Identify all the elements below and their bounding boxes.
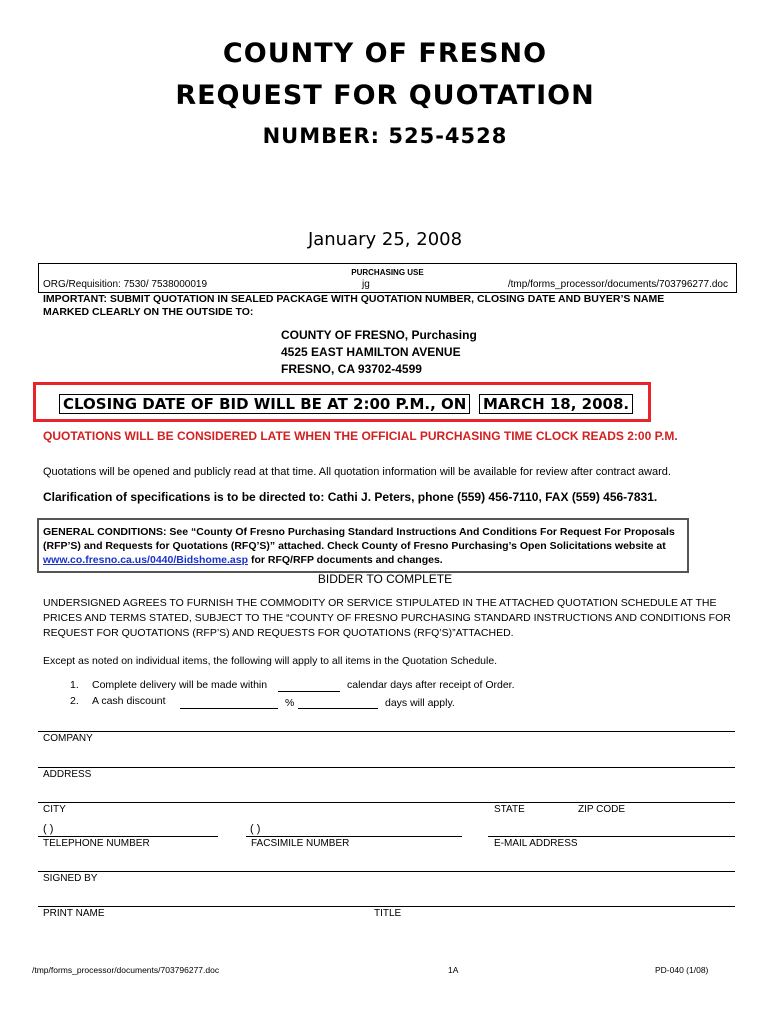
bidder-heading: BIDDER TO COMPLETE: [317, 572, 453, 586]
zip-code-label: ZIP CODE: [578, 804, 626, 815]
city-line[interactable]: [38, 802, 735, 803]
telephone-field[interactable]: [38, 836, 218, 837]
general-conditions-box: [37, 518, 689, 573]
county-title: COUNTY OF FRESNO: [222, 38, 548, 69]
page-number: 1A: [448, 965, 459, 975]
print-name-line[interactable]: [38, 906, 735, 907]
address-line[interactable]: [38, 767, 735, 768]
document-path: /tmp/forms_processor/documents/703796277.doc: [507, 279, 728, 290]
company-label: COMPANY: [43, 733, 93, 744]
item-2-text-a: A cash discount: [92, 695, 166, 707]
important-notice: IMPORTANT: SUBMIT QUOTATION IN SEALED PACKAGE WITH QUOTATION NUMBER, CLOSING DATE AND BUYER’S NAME MARKED CLEARLY ON THE OUTSIDE TO:: [43, 293, 665, 318]
except-note: Except as noted on individual items, the following will apply to all items in the Quotation Schedule.: [43, 655, 498, 667]
form-title: REQUEST FOR QUOTATION: [175, 80, 595, 111]
purchasing-use-box: [38, 263, 737, 293]
agreement-text: UNDERSIGNED AGREES TO FURNISH THE COMMODITY OR SERVICE STIPULATED IN THE ATTACHED QUOTATION SCHEDULE AT THE PRICES AND TERMS STATED, SUBJECT TO THE “COUNTY OF FRESNO PURCHASING STANDARD INSTRUCTIONS AND CONDITIONS FOR REQUEST FOR QUOTATIONS (RFP’S) AND REQUESTS FOR QUOTATIONS (RFQ’S)”ATTACHED.: [43, 597, 731, 639]
address-line-1: COUNTY OF FRESNO, Purchasing: [281, 328, 477, 342]
item-1-number: 1.: [70, 679, 79, 691]
address-label: ADDRESS: [43, 769, 92, 780]
fax-label: FACSIMILE NUMBER: [251, 838, 350, 849]
opening-notice: Quotations will be opened and publicly read at that time. All quotation information will be available for review after contract award.: [43, 466, 671, 478]
fax-paren: ( ): [250, 823, 261, 835]
title-label: TITLE: [374, 908, 402, 919]
discount-days-field[interactable]: [298, 708, 378, 709]
item-1-text-b: calendar days after receipt of Order.: [347, 679, 515, 691]
item-2-number: 2.: [70, 695, 79, 707]
general-conditions-tail: for RFQ/RFP documents and changes.: [250, 554, 443, 566]
item-2-percent: %: [285, 697, 295, 709]
buyer-initials: jg: [362, 279, 370, 290]
mailing-address: [281, 327, 477, 378]
closing-time-text: CLOSING DATE OF BID WILL BE AT 2:00 P.M., ON: [59, 394, 470, 414]
company-line[interactable]: [38, 731, 735, 732]
signed-by-label: SIGNED BY: [43, 873, 98, 884]
state-label: STATE: [494, 804, 525, 815]
address-line-3: FRESNO, CA 93702-4599: [281, 362, 422, 376]
email-label: E-MAIL ADDRESS: [494, 838, 578, 849]
email-field[interactable]: [488, 836, 735, 837]
closing-date-text: MARCH 18, 2008.: [479, 394, 633, 414]
bids-website-link[interactable]: www.co.fresno.ca.us/0440/Bidshome.asp: [43, 554, 249, 566]
fax-field[interactable]: [246, 836, 462, 837]
org-requisition: ORG/Requisition: 7530/ 7538000019: [43, 279, 208, 290]
city-label: CITY: [43, 804, 66, 815]
general-conditions-body: See “County Of Fresno Purchasing Standard Instructions And Conditions For Request For Proposals (RFP’S) and Requests for Quotations (RFQ’S)” attached. Check County of Fresno Purchasing’s Open Solicitations website at: [43, 526, 675, 552]
telephone-paren: ( ): [43, 823, 54, 835]
address-line-2: 4525 EAST HAMILTON AVENUE: [281, 345, 461, 359]
clarification-contact: Clarification of specifications is to be directed to: Cathi J. Peters, phone (559) 456-7110, FAX (559) 456-7831.: [43, 490, 658, 504]
telephone-label: TELEPHONE NUMBER: [43, 838, 150, 849]
general-conditions-label: GENERAL CONDITIONS:: [43, 526, 167, 538]
cash-discount-field[interactable]: [180, 708, 278, 709]
print-name-label: PRINT NAME: [43, 908, 105, 919]
footer-document-path: /tmp/forms_processor/documents/703796277.doc: [32, 965, 220, 975]
purchasing-use-label: PURCHASING USE: [351, 268, 424, 277]
item-2-text-b: days will apply.: [385, 697, 455, 709]
delivery-days-field[interactable]: [278, 691, 340, 692]
signature-line[interactable]: [38, 871, 735, 872]
rfq-number: NUMBER: 525-4528: [262, 124, 508, 148]
item-1-text-a: Complete delivery will be made within: [92, 679, 268, 691]
closing-date-box: [33, 382, 651, 422]
rfq-date: January 25, 2008: [307, 229, 463, 250]
general-conditions-text: [43, 525, 688, 567]
late-notice: QUOTATIONS WILL BE CONSIDERED LATE WHEN THE OFFICIAL PURCHASING TIME CLOCK READS 2:00 P.M.: [43, 429, 678, 443]
form-id: PD-040 (1/08): [655, 965, 709, 975]
